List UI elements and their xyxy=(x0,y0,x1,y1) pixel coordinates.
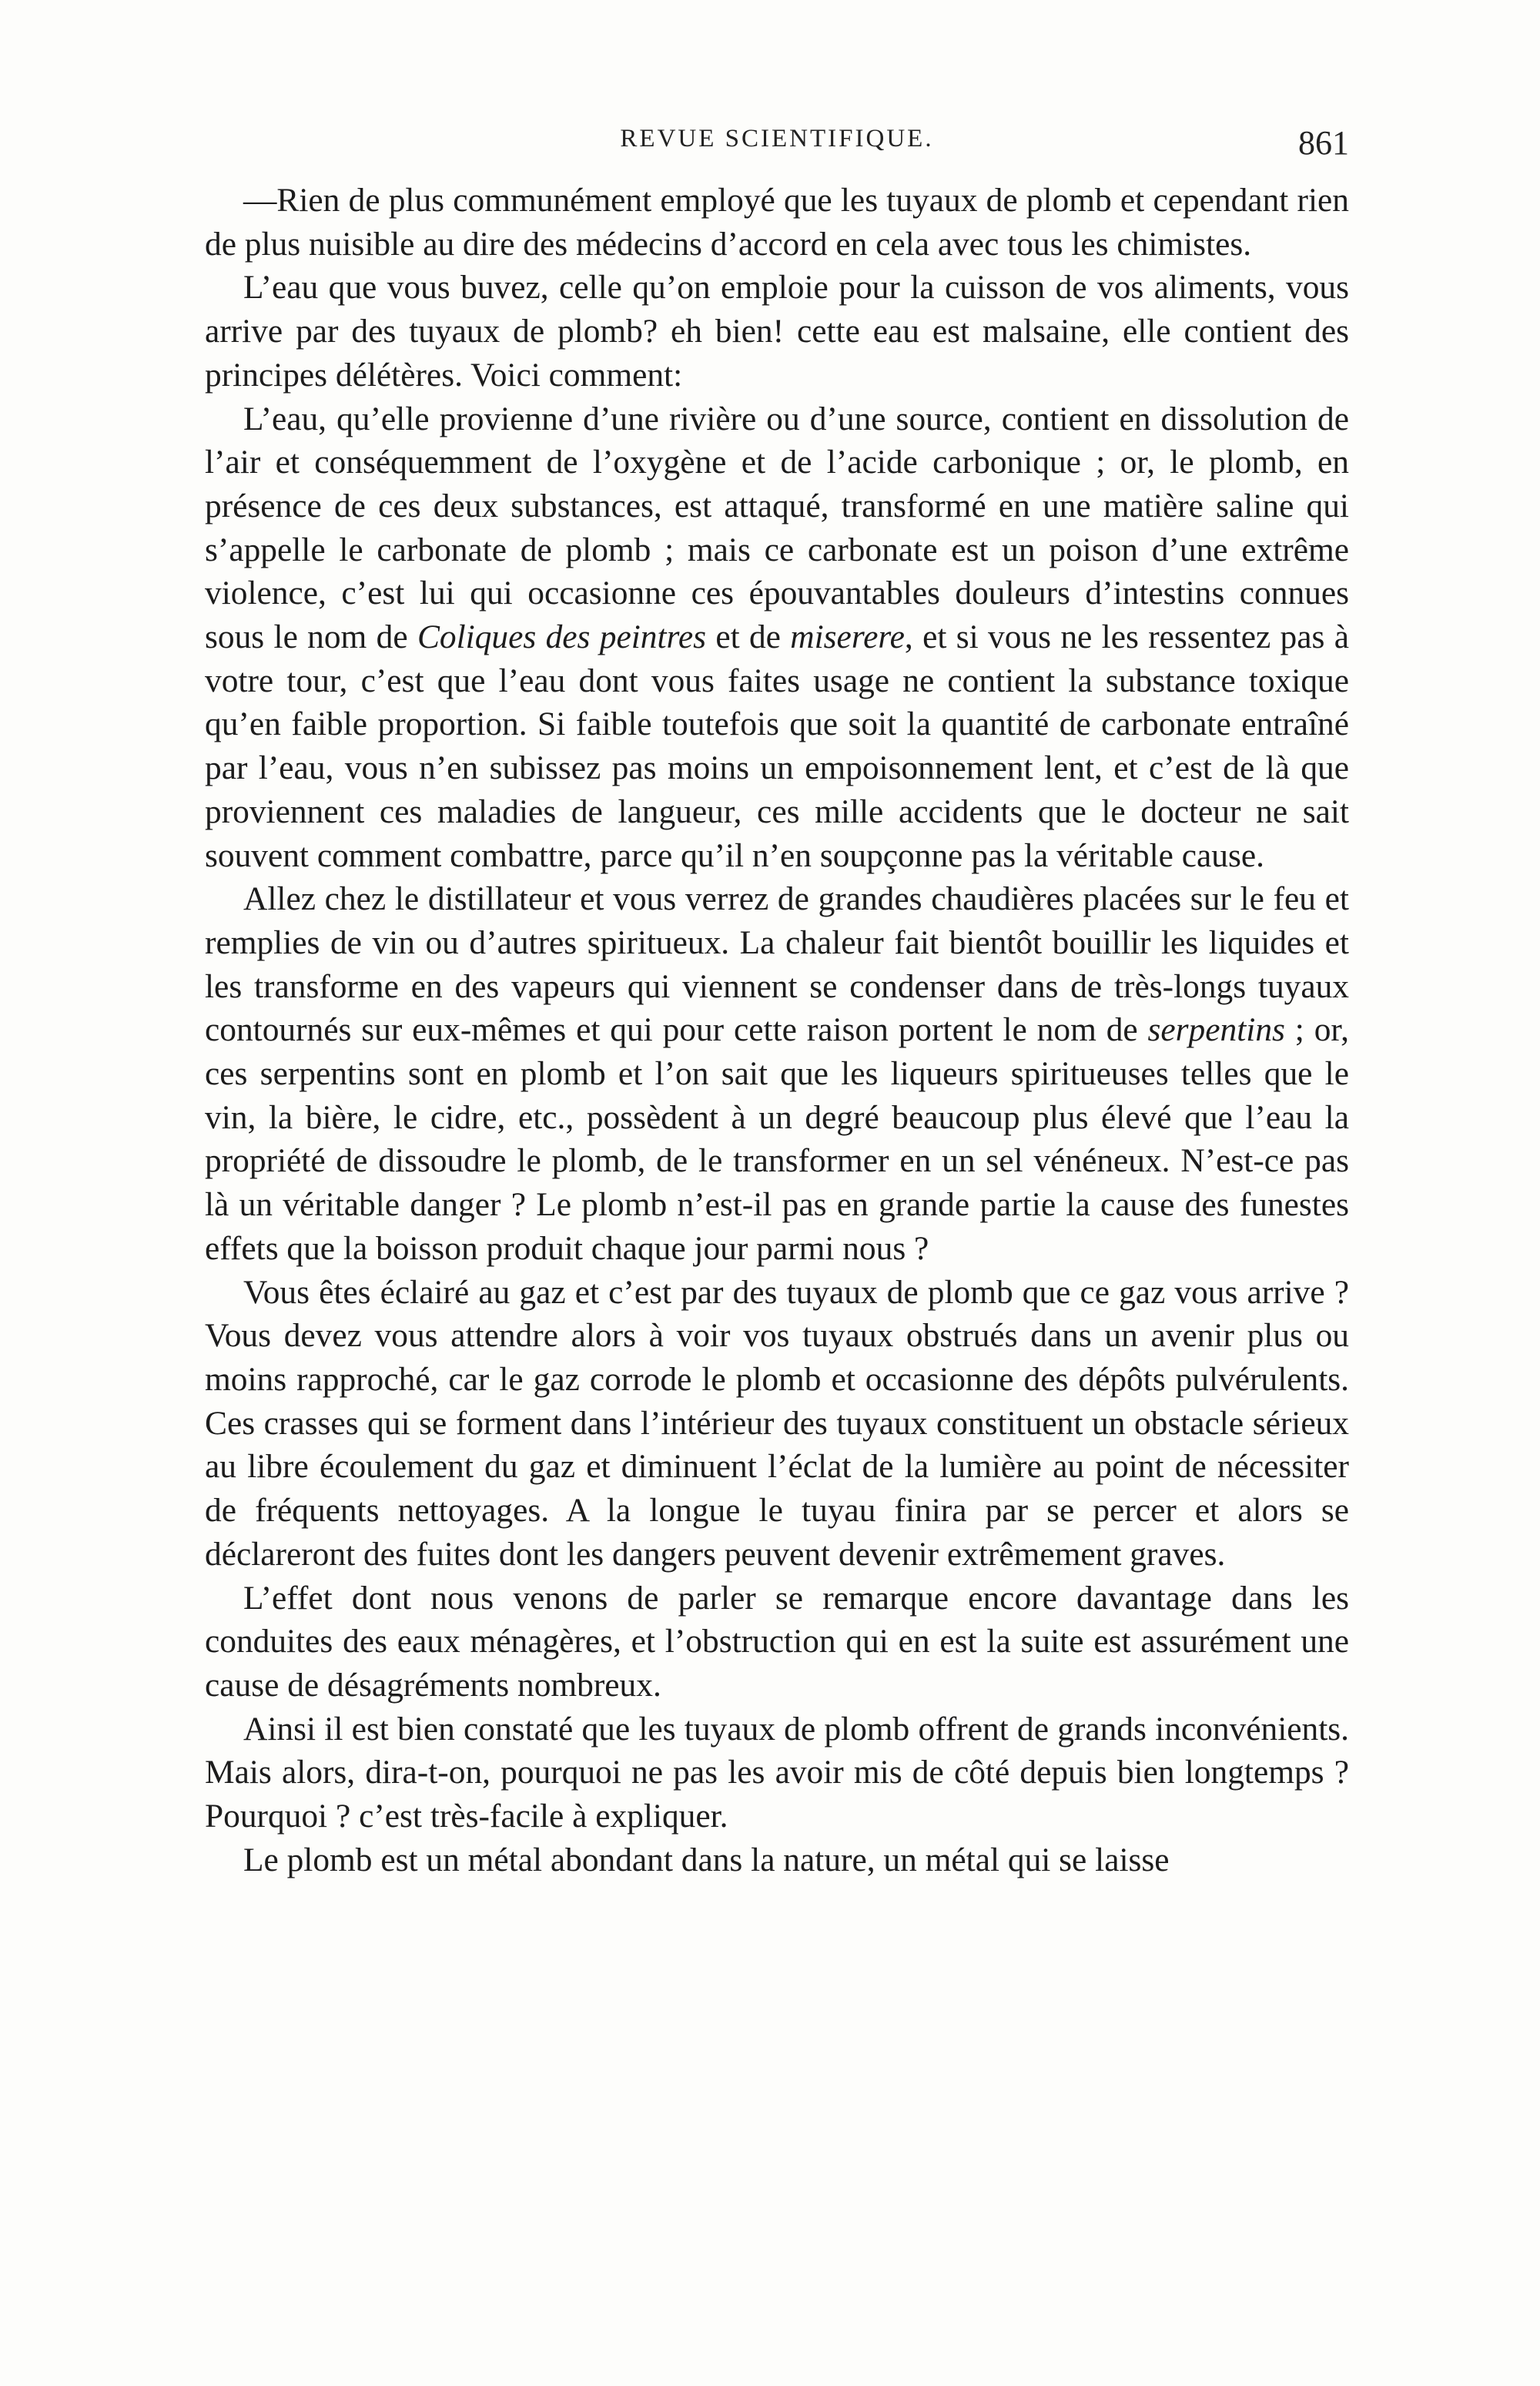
text-run: L’effet dont nous venons de parler se remarque encore davantage dans les conduites des eaux ménagères, et l’obstruction qui en est la suite est assurément une cause de désagréments nombreux. xyxy=(205,1579,1349,1704)
paragraph xyxy=(205,266,1349,397)
italic-term: miserere xyxy=(790,618,905,656)
paragraph xyxy=(205,877,1349,1270)
text-run: Vous êtes éclairé au gaz et c’est par des tuyaux de plomb que ce gaz vous arrive ? Vous devez vous attendre alors à voir vos tuyaux obstrués dans un avenir plus ou moins rapproché, car le gaz corrode le plomb et occasionne des dépôts pulvérulents. Ces crasses qui se forment dans l’intérieur des tuyaux constituent un obstacle sérieux au libre écoulement du gaz et diminuent l’éclat de la lumière au point de nécessiter de fréquents nettoyages. A la longue le tuyau finira par se percer et alors se déclareront des fuites dont les dangers peuvent devenir extrêmement graves. xyxy=(205,1273,1349,1573)
text-run: L’eau, qu’elle provienne d’une rivière ou d’une source, contient en dissolution de l’air et conséquemment de l’oxygène et de l’acide carbonique ; or, le plomb, en présence de ces deux substances, est attaqué, transformé en une matière saline qui s’appelle le carbonate de plomb ; mais ce carbonate est un poison d’une extrême violence, c’est lui qui occasionne ces épouvantables douleurs d’intestins connues sous le nom de xyxy=(205,400,1349,656)
paragraph xyxy=(205,1271,1349,1577)
paragraph xyxy=(205,179,1349,266)
page-number: 861 xyxy=(1298,124,1349,162)
text-run: ; or, ces serpentins sont en plomb et l’on sait que les liqueurs spiritueuses telles que le vin, la bière, le cidre, etc., possèdent à un degré beaucoup plus élevé que l’eau la propriété de dissoudre le plomb, de le transformer en un sel vénéneux. N’est-ce pas là un véritable danger ? Le plomb n’est-il pas en grande partie la cause des funestes effets que la boisson produit chaque jour parmi nous ? xyxy=(205,1011,1349,1267)
text-run: —Rien de plus communément employé que les tuyaux de plomb et cependant rien de plus nuisible au dire des médecins d’accord en cela avec tous les chimistes. xyxy=(205,182,1349,263)
journal-title: REVUE SCIENTIFIQUE. xyxy=(620,125,934,152)
text-run: et de xyxy=(705,618,791,656)
text-run: Le plomb est un métal abondant dans la nature, un métal qui se laisse xyxy=(243,1841,1170,1878)
text-run: Ainsi il est bien constaté que les tuyaux de plomb offrent de grands inconvénients. Mais alors, dira-t-on, pourquoi ne pas les avoir mis de côté depuis bien longtemps ? Pourquoi ? c’est très-facile à expliquer. xyxy=(205,1710,1349,1835)
paragraph xyxy=(205,1577,1349,1707)
text-run: , et si vous ne les ressentez pas à votre tour, c’est que l’eau dont vous faites usage ne contient la substance toxique qu’en faible proportion. Si faible toutefois que soit la quantité de carbonate entraîné par l’eau, vous n’en subissez pas moins un empoisonnement lent, et c’est de là que proviennent ces maladies de langueur, ces mille accidents que le docteur ne sait souvent comment combattre, parce qu’il n’en soupçonne pas la véritable cause. xyxy=(205,618,1349,874)
paragraph xyxy=(205,1707,1349,1838)
text-run: L’eau que vous buvez, celle qu’on emploie pour la cuisson de vos aliments, vous arrive par des tuyaux de plomb? eh bien! cette eau est malsaine, elle contient des principes délétères. Voici comment: xyxy=(205,269,1349,394)
italic-term: Coliques des peintres xyxy=(417,618,706,656)
italic-term: serpentins xyxy=(1147,1011,1285,1049)
paragraph xyxy=(205,397,1349,878)
running-header xyxy=(205,123,1349,169)
text-run: Allez chez le distillateur et vous verrez de grandes chaudières placées sur le feu et remplies de vin ou d’autres spiritueux. La chaleur fait bientôt bouillir les liquides et les transforme en des vapeurs qui viennent se condenser dans de très-longs tuyaux contournés sur eux-mêmes et qui pour cette raison portent le nom de xyxy=(205,880,1349,1049)
article-body xyxy=(205,179,1349,1882)
paragraph xyxy=(205,1838,1349,1882)
